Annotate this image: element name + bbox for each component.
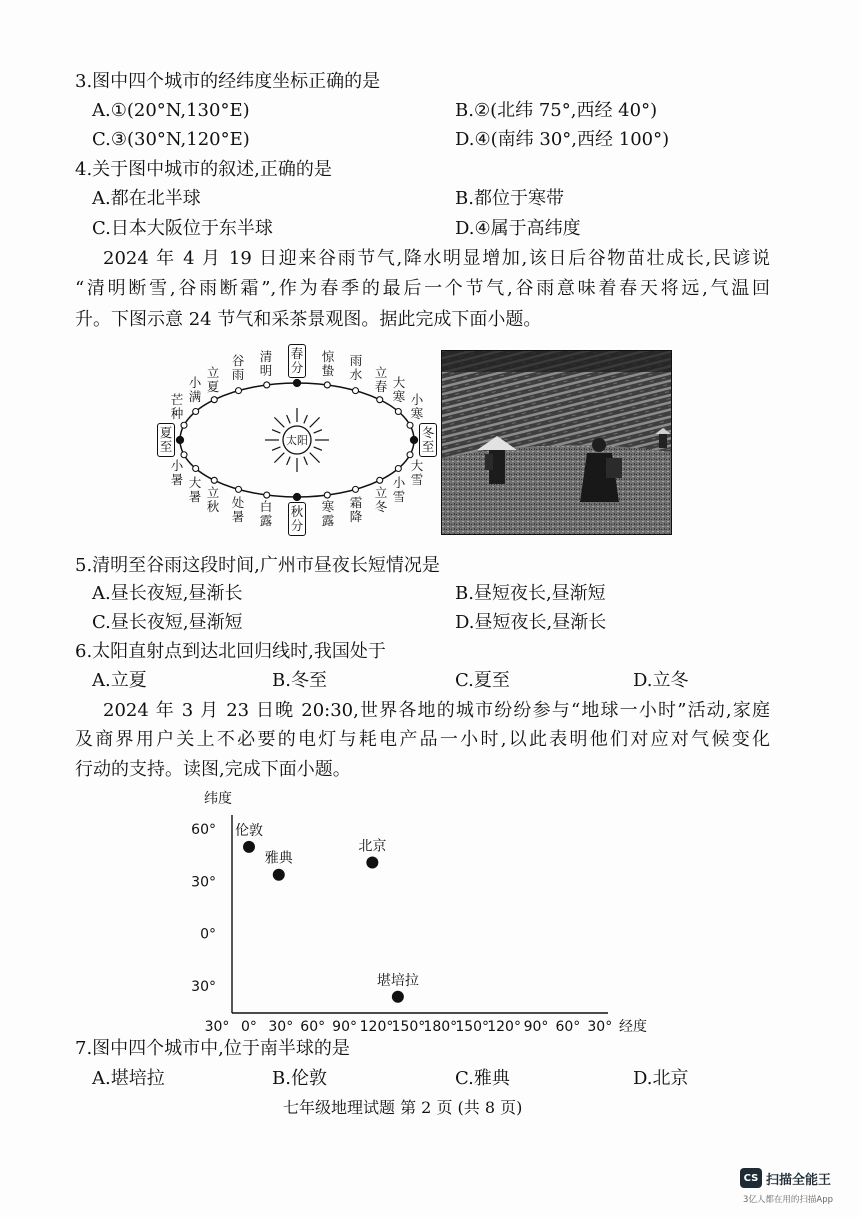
q3-option-a: A.①(20°N,130°E)	[92, 100, 250, 121]
scanner-slogan: 3亿人都在用的扫描App	[743, 1195, 834, 1205]
x-tick-label: 30°	[587, 1019, 613, 1035]
sun-ray	[310, 417, 320, 427]
solar-term-label: 小满	[188, 375, 202, 404]
x-tick-label: 90°	[523, 1019, 549, 1035]
term-dot	[236, 486, 242, 492]
x-tick-label: 150°	[391, 1019, 426, 1035]
solar-term-label: 夏至	[157, 423, 175, 457]
passage2-line: 行动的支持。读图,完成下面小题。	[75, 759, 351, 780]
q3-option-c: C.③(30°N,120°E)	[92, 129, 250, 150]
y-tick-label: 30°	[191, 874, 216, 891]
passage1-line: 2024 年 4 月 19 日迎来谷雨节气,降水明显增加,该日后谷物苗壮成长,民谚说	[103, 248, 770, 269]
term-dot	[377, 477, 383, 483]
x-tick-label: 0°	[240, 1019, 257, 1035]
solar-term-label: 大寒	[392, 375, 406, 404]
solar-term-label: 白露	[259, 499, 273, 528]
major-term-dot	[410, 436, 417, 443]
solar-term-label: 谷雨	[231, 353, 245, 382]
q6-option-a: A.立夏	[92, 670, 147, 691]
solar-terms-diagram	[150, 340, 442, 540]
sun-ray	[287, 415, 290, 423]
passage2-line: 及商界用户关上不必要的电灯与耗电产品一小时,以此表明他们对应对气候变化	[75, 729, 770, 750]
solar-term-label: 小雪	[392, 475, 406, 504]
photo-treeline	[441, 350, 672, 372]
term-dot	[407, 452, 413, 458]
q6-stem: 6.太阳直射点到达北回归线时,我国处于	[75, 641, 386, 662]
term-dot	[324, 492, 330, 498]
q7-option-d: D.北京	[633, 1068, 689, 1089]
term-dot	[236, 388, 242, 394]
term-dot	[377, 397, 383, 403]
city-point	[366, 857, 378, 869]
solar-term-label: 立秋	[206, 485, 220, 514]
solar-term-label: 大雪	[410, 458, 424, 487]
term-dot	[407, 422, 413, 428]
x-axis-title: 经度	[619, 1019, 647, 1035]
scanner-logo-icon: CS	[740, 1168, 762, 1188]
major-term-dot	[293, 493, 300, 500]
city-point	[392, 991, 404, 1003]
solar-term-label: 清明	[259, 349, 273, 378]
x-tick-label: 90°	[332, 1019, 358, 1035]
q5-option-c: C.昼长夜短,昼渐短	[92, 612, 243, 633]
term-dot	[353, 486, 359, 492]
term-dot	[264, 382, 270, 388]
scanner-watermark	[740, 1168, 831, 1188]
q3-stem: 3.图中四个城市的经纬度坐标正确的是	[75, 71, 381, 92]
term-dot	[181, 422, 187, 428]
q4-option-c: C.日本大阪位于东半球	[92, 218, 273, 239]
y-tick-label: 30°	[191, 978, 216, 995]
q6-option-d: D.立冬	[633, 670, 689, 691]
q4-option-b: B.都位于寒带	[455, 188, 564, 209]
passage1-line: 升。下图示意 24 节气和采茶景观图。据此完成下面小题。	[75, 309, 542, 330]
sun-ray	[314, 430, 322, 433]
sun-ray	[274, 453, 284, 463]
term-dot	[211, 477, 217, 483]
solar-term-label: 惊蛰	[321, 349, 335, 378]
term-dot	[264, 492, 270, 498]
sun-ray	[274, 417, 284, 427]
q7-option-a: A.堪培拉	[92, 1068, 165, 1089]
q7-option-c: C.雅典	[455, 1068, 510, 1089]
tea-bushes-foreground	[441, 445, 672, 535]
x-tick-label: 30°	[204, 1019, 230, 1035]
solar-term-label: 雨水	[349, 353, 363, 382]
term-dot	[353, 388, 359, 394]
x-tick-label: 60°	[555, 1019, 581, 1035]
solar-term-label: 小寒	[410, 392, 424, 421]
y-axis-title: 纬度	[204, 791, 232, 807]
q5-option-b: B.昼短夜长,昼渐短	[455, 583, 606, 604]
city-point	[273, 869, 285, 881]
q3-option-d: D.④(南纬 30°,西经 100°)	[455, 129, 670, 150]
term-dot	[324, 382, 330, 388]
solar-term-label: 芒种	[170, 392, 184, 421]
q4-option-d: D.④属于高纬度	[455, 218, 581, 239]
term-dot	[395, 466, 401, 472]
q3-option-b: B.②(北纬 75°,西经 40°)	[455, 100, 658, 121]
y-tick-label: 60°	[191, 822, 216, 838]
city-label: 伦敦	[235, 822, 263, 839]
solar-term-label: 立春	[374, 365, 388, 394]
term-dot	[193, 409, 199, 415]
y-tick-label: 0°	[200, 926, 216, 943]
x-tick-label: 30°	[268, 1019, 294, 1035]
solar-term-label: 秋分	[288, 502, 306, 536]
q5-option-d: D.昼短夜长,昼渐长	[455, 612, 607, 633]
tea-picking-photo	[441, 350, 672, 535]
passage2-line: 2024 年 3 月 23 日晚 20:30,世界各地的城市纷纷参与“地球一小时”活动,家庭	[103, 700, 770, 721]
city-point	[243, 841, 255, 853]
major-term-dot	[176, 436, 183, 443]
x-tick-label: 120°	[359, 1019, 394, 1035]
solar-term-label: 立冬	[374, 485, 388, 514]
solar-term-label: 大暑	[188, 475, 202, 504]
city-label: 堪培拉	[376, 972, 419, 989]
q5-option-a: A.昼长夜短,昼渐长	[92, 583, 243, 604]
q7-option-b: B.伦敦	[272, 1068, 327, 1089]
q6-option-b: B.冬至	[272, 670, 327, 691]
city-label: 雅典	[264, 850, 293, 867]
solar-term-label: 霜降	[349, 495, 363, 524]
solar-term-label: 春分	[288, 344, 306, 378]
x-tick-label: 120°	[487, 1019, 521, 1035]
lat-lon-chart	[190, 788, 660, 1038]
term-dot	[181, 452, 187, 458]
major-term-dot	[293, 379, 300, 386]
x-tick-label: 150°	[455, 1019, 490, 1035]
sun-ray	[287, 457, 290, 465]
x-tick-label: 60°	[300, 1019, 326, 1035]
solar-term-label: 冬至	[419, 423, 437, 457]
solar-term-label: 小暑	[170, 458, 184, 487]
sun-ray	[304, 457, 307, 465]
x-tick-label: 180°	[423, 1019, 458, 1035]
sun-ray	[310, 453, 320, 463]
solar-term-label: 处暑	[231, 495, 245, 524]
q7-stem: 7.图中四个城市中,位于南半球的是	[75, 1038, 350, 1059]
q4-option-a: A.都在北半球	[92, 188, 201, 209]
solar-term-label: 立夏	[206, 365, 220, 394]
term-dot	[193, 466, 199, 472]
passage1-line: “清明断雪,谷雨断霜”,作为春季的最后一个节气,谷雨意味着春天将远,气温回	[75, 278, 770, 299]
city-label: 北京	[358, 838, 387, 855]
page-footer: 七年级地理试题 第 2 页 (共 8 页)	[283, 1098, 523, 1117]
q6-option-c: C.夏至	[455, 670, 510, 691]
sun-ray	[314, 447, 322, 450]
solar-term-label: 寒露	[321, 499, 335, 528]
sun-label: 太阳	[286, 434, 308, 447]
scanner-app-name: 扫描全能王	[766, 1172, 832, 1188]
sun-ray	[272, 430, 280, 433]
sun-ray	[304, 415, 307, 423]
term-dot	[211, 397, 217, 403]
q4-stem: 4.关于图中城市的叙述,正确的是	[75, 159, 332, 180]
sun-ray	[272, 447, 280, 450]
q5-stem: 5.清明至谷雨这段时间,广州市昼夜长短情况是	[75, 555, 440, 576]
term-dot	[395, 409, 401, 415]
